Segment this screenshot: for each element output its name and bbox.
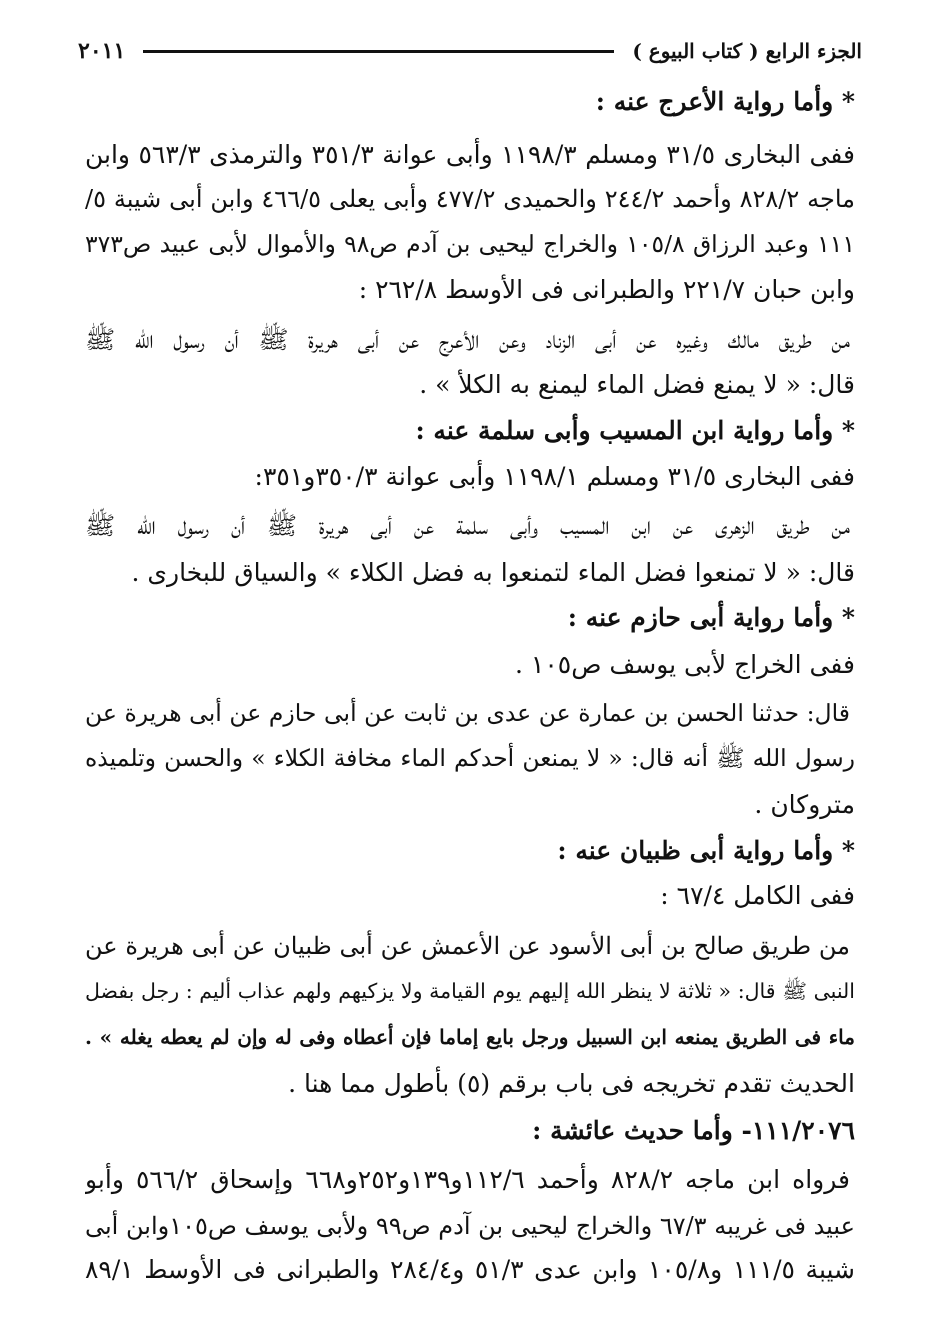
text-line: * وأما رواية الأعرج عنه :	[595, 87, 855, 116]
text-line: من طريق صالح بن أبى الأسود عن الأعمش عن أبى ظبيان عن أبى هريرة عن	[85, 932, 850, 960]
text-line: متروكان .	[754, 790, 855, 819]
text-line: وابن حبان ٢٢١/٧ والطبرانى فى الأوسط ٢٦٢/٨ :	[358, 275, 855, 304]
page-header	[78, 34, 862, 68]
text-line: قال: « لا تمنعوا فضل الماء لتمنعوا به فضل الكلاء » والسياق للبخارى .	[131, 558, 855, 587]
page-number: ٢٠١١	[78, 38, 126, 64]
text-line: * وأما رواية ابن المسيب وأبى سلمة عنه :	[415, 416, 855, 445]
text-line: من طريق الزهرى عن ابن المسيب وأبى سلمة عن أبى هريرة ﷺ أن رسول الله ﷺ	[85, 511, 850, 540]
text-line: ففى البخارى ٣١/٥ ومسلم ١١٩٨/١ وأبى عوانة ٣٥٠/٣و٣٥١:	[254, 462, 855, 491]
text-line: * وأما رواية أبى ظبيان عنه :	[557, 836, 855, 865]
running-title: الجزء الرابع ( كتاب البيوع )	[632, 39, 862, 63]
text-line: * وأما رواية أبى حازم عنه :	[567, 603, 855, 632]
text-line: عبيد فى غريبه ٦٧/٣ والخراج ليحيى بن آدم ص٩٩ ولأبى يوسف ص١٠٥وابن أبى	[85, 1212, 855, 1240]
text-line: ١١١/٢٠٧٦- وأما حديث عائشة :	[532, 1116, 855, 1145]
text-line: شيبة ١١١/٥ و١٠٥/٨ وابن عدى ٥١/٣ و٢٨٤/٤ والطبرانى فى الأوسط ٨٩/١	[85, 1255, 855, 1284]
text-line: النبى ﷺ قال: « ثلاثة لا ينظر الله إليهم يوم القيامة ولا يزكيهم ولهم عذاب أليم : رجل بفضل	[85, 979, 855, 1003]
text-line: ١١١ وعبد الرزاق ١٠٥/٨ والخراج ليحيى بن آدم ص٩٨ والأموال لأبى عبيد ص٣٧٣	[85, 230, 855, 258]
header-rule	[143, 50, 614, 53]
text-line: الحديث تقدم تخريجه فى باب برقم (٥) بأطول مما هنا .	[288, 1069, 855, 1098]
text-line: ففى الكامل ٦٧/٤ :	[660, 881, 855, 910]
text-line: قال: حدثنا الحسن بن عمارة عن عدى بن ثابت عن أبى حازم عن أبى هريرة عن	[85, 699, 850, 727]
text-line: قال: « لا يمنع فضل الماء ليمنع به الكلأ » .	[419, 370, 855, 399]
text-line: من طريق مالك وغيره عن أبى الزناد وعن الأعرج عن أبى هريرة ﷺ أن رسول الله ﷺ	[85, 325, 850, 354]
text-line: رسول الله ﷺ أنه قال: « لا يمنعن أحدكم الماء مخافة الكلاء » والحسن وتلميذه	[85, 744, 855, 772]
text-line: ماجه ٨٢٨/٢ وأحمد ٢٤٤/٢ والحميدى ٤٧٧/٢ وأبى يعلى ٤٦٦/٥ وابن أبى شيبة ٥/	[85, 185, 855, 213]
text-line: ففى البخارى ٣١/٥ ومسلم ١١٩٨/٣ وأبى عوانة ٣٥١/٣ والترمذى ٥٦٣/٣ وابن	[85, 140, 855, 169]
text-line: ماء فى الطريق يمنعه ابن السبيل ورجل بايع إماما فإن أعطاه وفى له وإن لم يعطه يغله » .	[85, 1025, 855, 1049]
text-line: ففى الخراج لأبى يوسف ص١٠٥ .	[515, 650, 855, 679]
text-line: فرواه ابن ماجه ٨٢٨/٢ وأحمد ١١٢/٦و١٣٩و٢٥٢و٦٦٨ وإسحاق ٥٦٦/٢ وأبو	[85, 1165, 850, 1194]
